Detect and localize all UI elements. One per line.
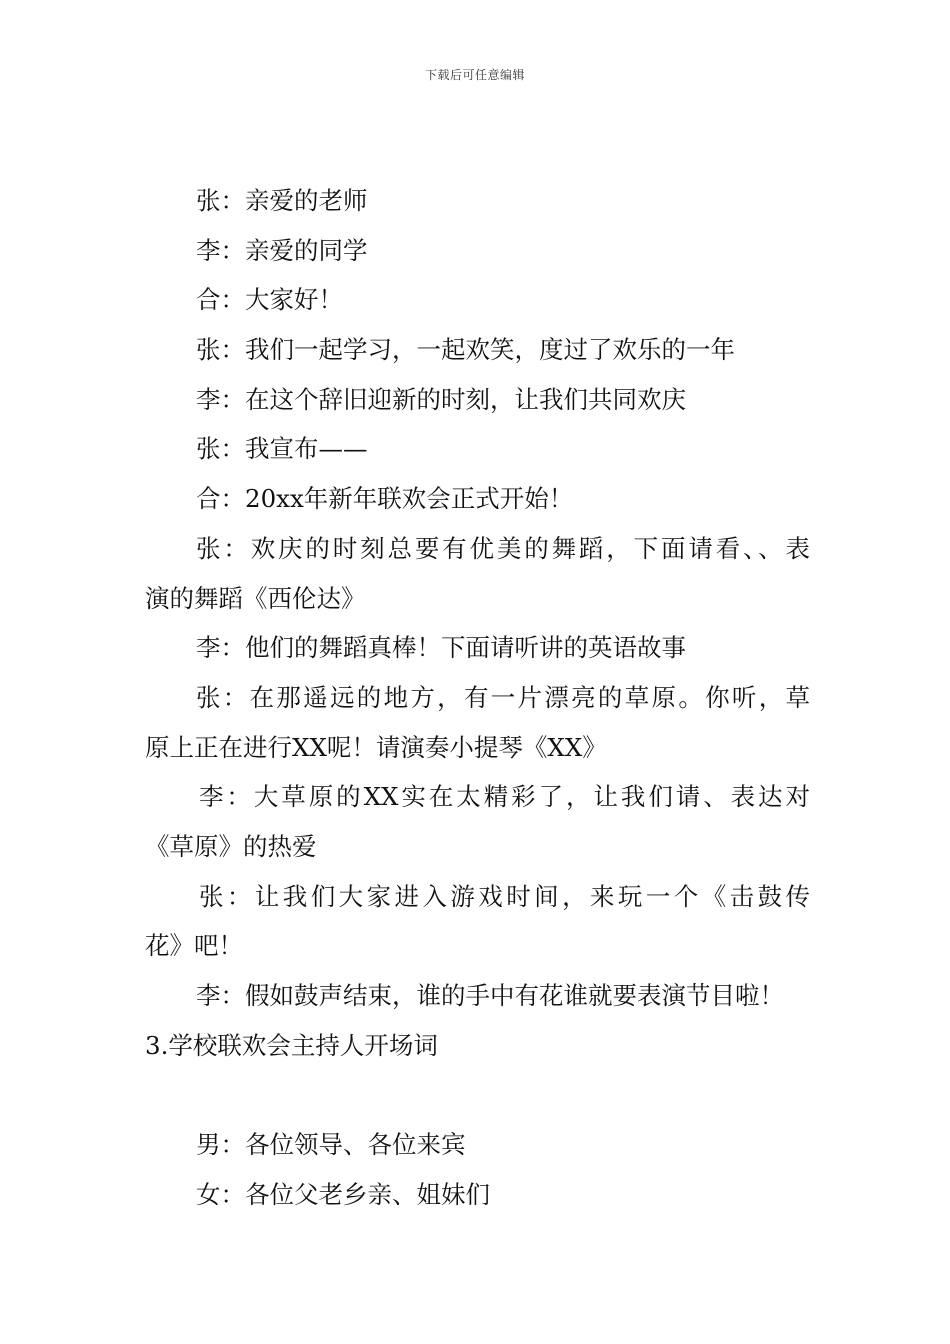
dialogue-line-continued: 演的舞蹈《西伦达》 (145, 583, 366, 613)
blank-line (145, 1070, 810, 1120)
dialogue-line: 李：他们的舞蹈真棒！下面请听讲的英语故事 (196, 633, 686, 663)
dialogue-line-continued: 《草原》的热爱 (145, 831, 317, 861)
dialogue-line: 男：各位领导、各位来宾 (196, 1130, 466, 1160)
dialogue-line: 张：亲爱的老师 (196, 186, 368, 215)
dialogue-line: 张：让我们大家进入游戏时间，来玩一个《击鼓传 (199, 881, 810, 911)
section-title: 3.学校联欢会主持人开场词 (145, 1030, 438, 1060)
dialogue-line: 李：大草原的XX实在太精彩了，让我们请、表达对 (199, 782, 810, 812)
dialogue-line-continued: 原上正在进行XX呢！请演奏小提琴《XX》 (145, 732, 607, 762)
dialogue-line-continued: 花》吧！ (145, 931, 243, 961)
dialogue-line: 李：亲爱的同学 (196, 235, 368, 265)
dialogue-line: 张：我们一起学习，一起欢笑，度过了欢乐的一年 (196, 335, 735, 365)
document-body (145, 176, 810, 1219)
dialogue-line: 女：各位父老乡亲、姐妹们 (196, 1179, 490, 1209)
dialogue-line: 张：我宣布—— (196, 434, 368, 464)
page-header: 下载后可任意编辑 (424, 68, 525, 82)
dialogue-line: 张：欢庆的时刻总要有优美的舞蹈，下面请看、、表 (196, 533, 810, 563)
dialogue-line: 李：在这个辞旧迎新的时刻，让我们共同欢庆 (196, 384, 686, 414)
dialogue-line: 合：20xx年新年联欢会正式开始！ (196, 484, 574, 514)
dialogue-line: 李：假如鼓声结束，谁的手中有花谁就要表演节目啦！ (196, 981, 784, 1010)
dialogue-line: 张：在那遥远的地方，有一片漂亮的草原。你听，草 (196, 682, 810, 712)
dialogue-line: 合：大家好！ (196, 285, 343, 315)
